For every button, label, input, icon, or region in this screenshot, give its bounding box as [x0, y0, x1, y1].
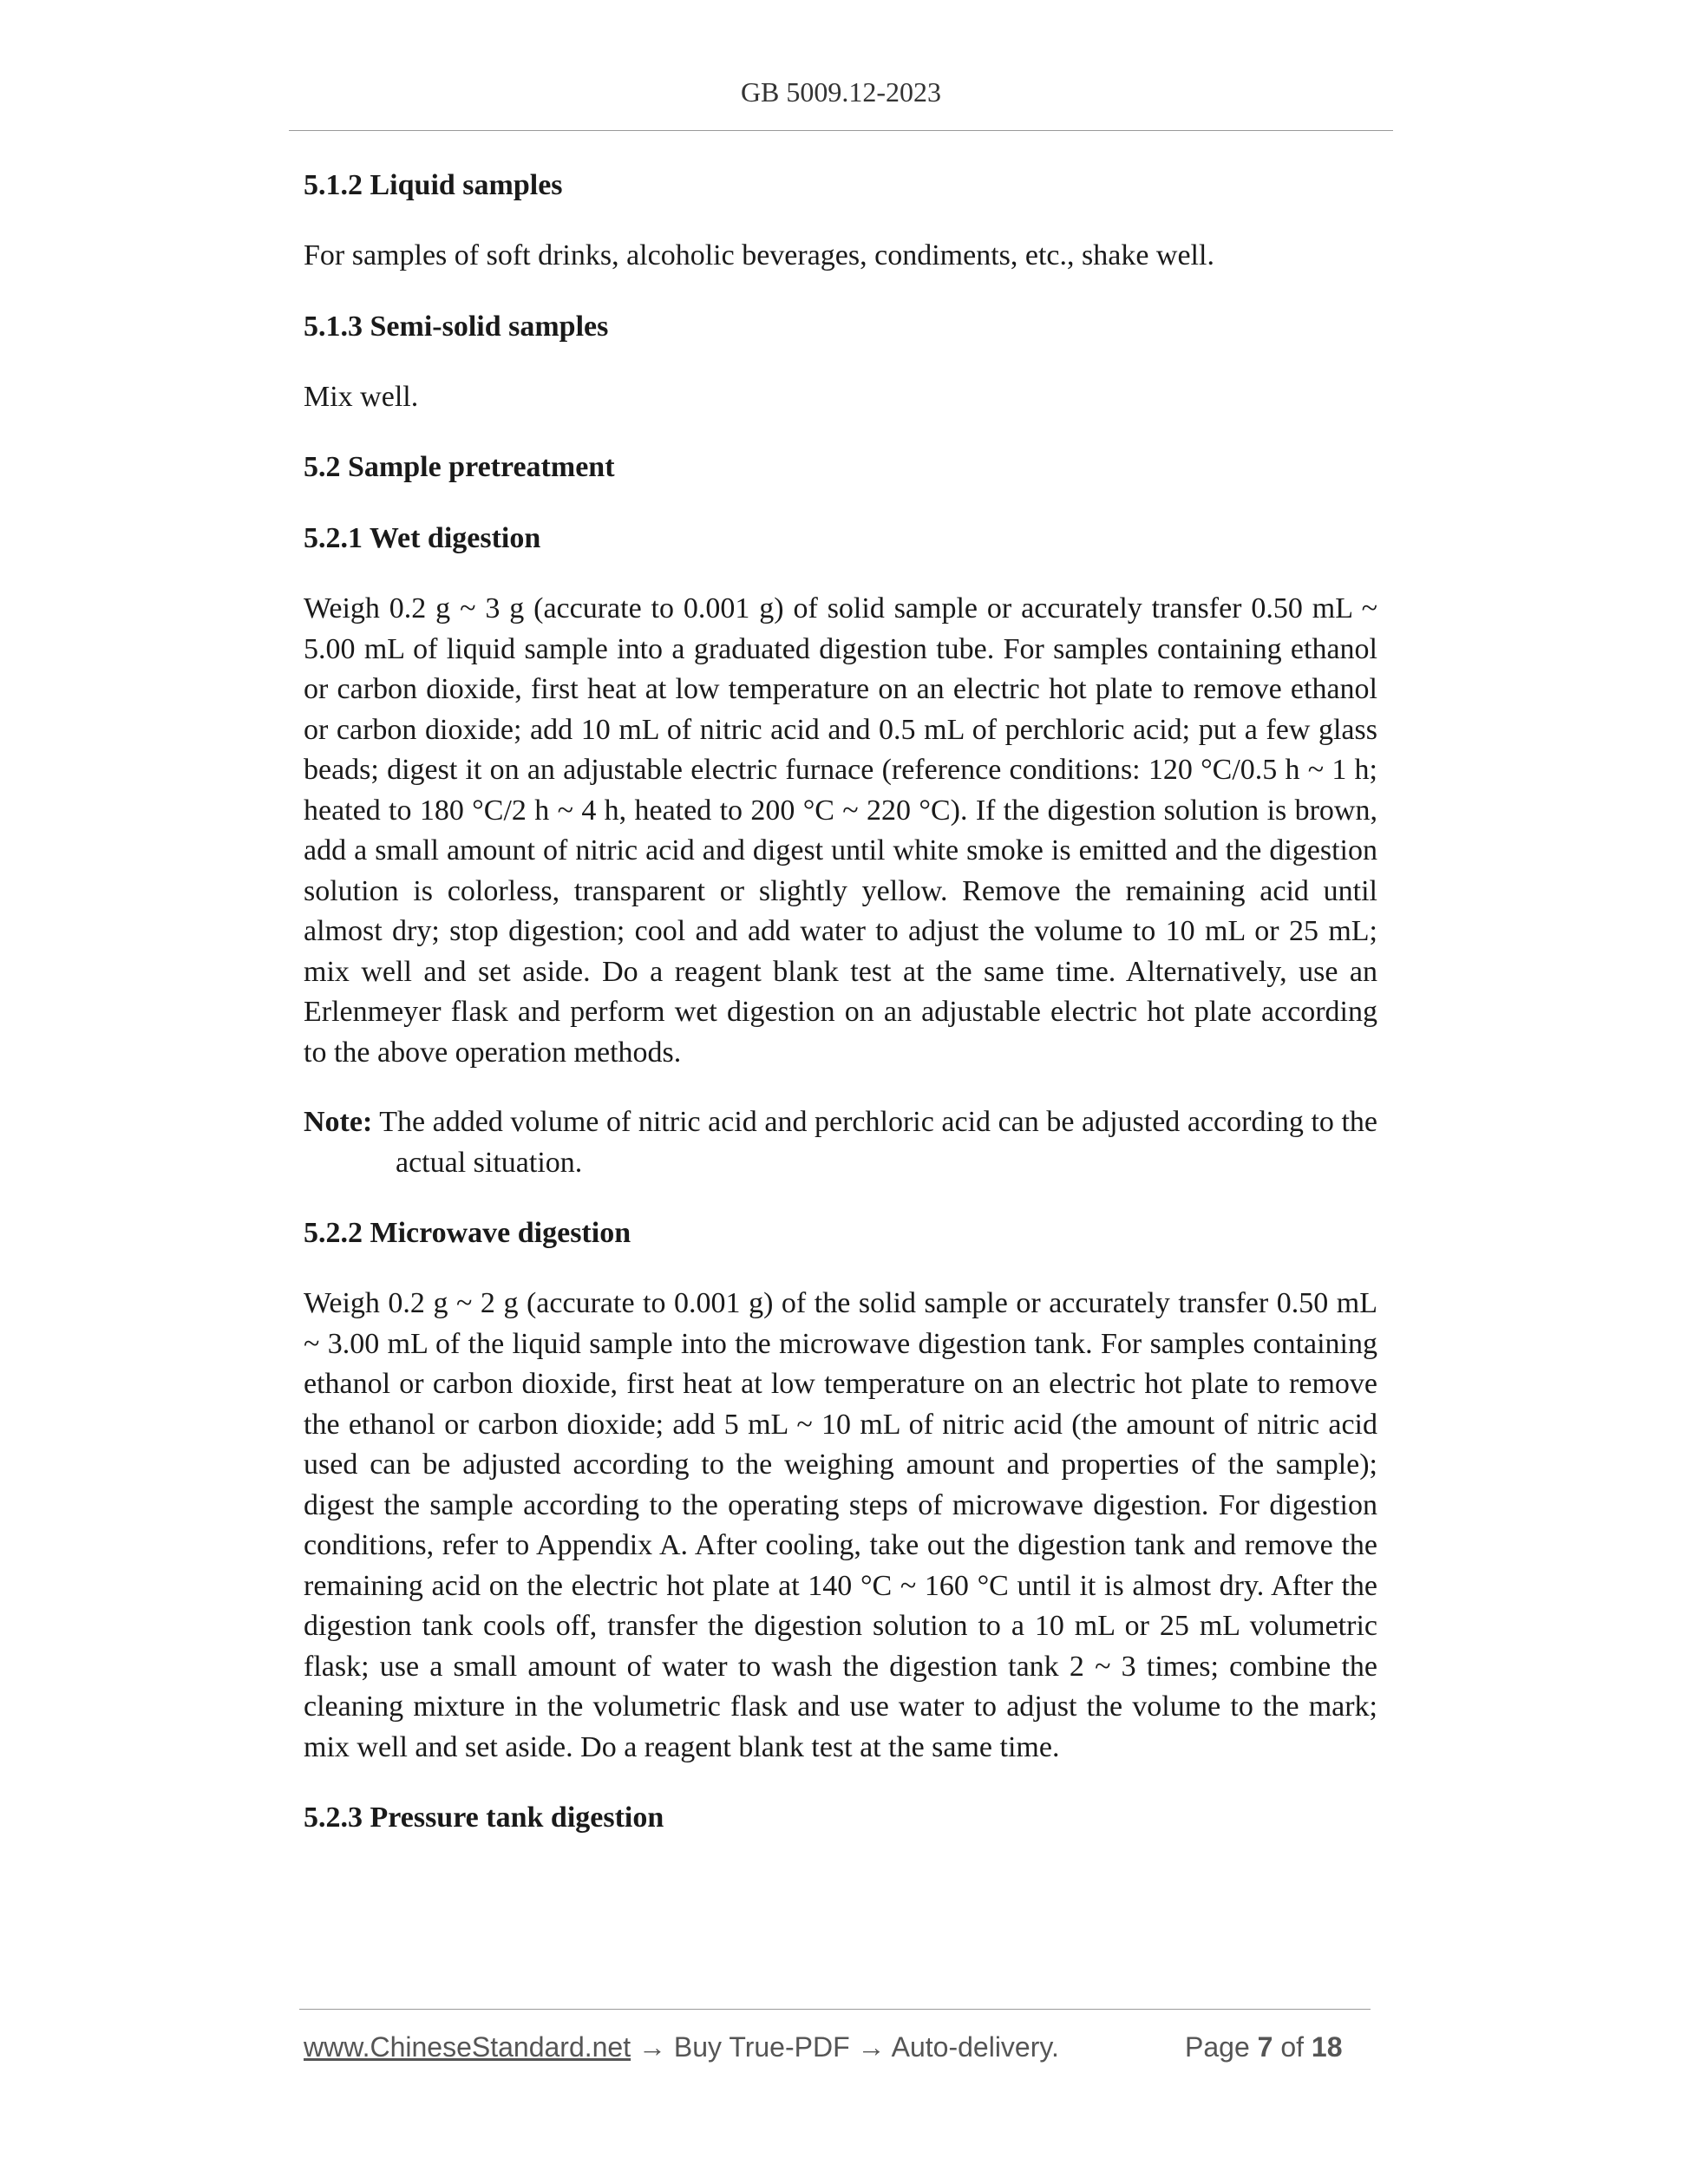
document-header: GB 5009.12-2023: [740, 76, 942, 108]
page-label: Page: [1185, 2031, 1250, 2063]
page-total: 18: [1311, 2031, 1343, 2063]
arrow-right-icon: →: [638, 2031, 666, 2063]
note-label: Note:: [304, 1106, 373, 1138]
section-heading-5-1-2: 5.1.2 Liquid samples: [304, 169, 563, 201]
section-heading-5-2: 5.2 Sample pretreatment: [304, 451, 615, 483]
page-content: [304, 165, 1377, 1868]
note-5-2-1: [304, 1102, 1377, 1183]
section-text-5-1-3: Mix well.: [304, 380, 419, 413]
section-heading-5-2-1: 5.2.1 Wet digestion: [304, 522, 541, 554]
buy-true-pdf-text: Buy True-PDF: [673, 2031, 850, 2063]
section-text-5-2-1: Weigh 0.2 g ~ 3 g (accurate to 0.001 g) of solid sample or accurately transfer 0.50 mL ~ 5.00 mL of liquid sample into a graduated digestion tube. For samples containing ethanol or carbon dioxide, first heat at low temperature on an electric hot plate to remove ethanol or carbon dioxide; add 10 mL of nitric acid and 0.5 mL of perchloric acid; put a few glass beads; digest it on an adjustable electric furnace (reference conditions: 120 °C/0.5 h ~ 1 h; heated to 180 °C/2 h ~ 4 h, heated to 200 °C ~ 220 °C). If the digestion solution is brown, add a small amount of nitric acid and digest until white smoke is emitted and the digestion solution is colorless, transparent or slightly yellow. Remove the remaining acid until almost dry; stop digestion; cool and add water to adjust the volume to 10 mL or 25 mL; mix well and set aside. Do a reagent blank test at the same time. Alternatively, use an Erlenmeyer flask and perform wet digestion on an adjustable electric hot plate according to the above operation methods.: [304, 592, 1377, 1069]
of-label: of: [1280, 2031, 1304, 2063]
page-number: [1185, 2031, 1342, 2063]
section-heading-5-1-3: 5.1.3 Semi-solid samples: [304, 310, 609, 343]
section-heading-5-2-3: 5.2.3 Pressure tank digestion: [304, 1801, 664, 1834]
section-text-5-1-2: For samples of soft drinks, alcoholic beverages, condiments, etc., shake well.: [304, 239, 1214, 271]
arrow-right-icon: →: [857, 2031, 886, 2063]
website-link[interactable]: www.ChineseStandard.net: [304, 2031, 631, 2063]
footer-divider: [299, 2009, 1371, 2010]
section-text-5-2-2: Weigh 0.2 g ~ 2 g (accurate to 0.001 g) of the solid sample or accurately transfer 0.50 mL ~ 3.00 mL of the liquid sample into the microwave digestion tank. For samples containing ethanol or carbon dioxide, first heat at low temperature on an electric hot plate to remove the ethanol or carbon dioxide; add 5 mL ~ 10 mL of nitric acid (the amount of nitric acid used can be adjusted according to the weighing amount and properties of the sample); digest the sample according to the operating steps of microwave digestion. For digestion conditions, refer to Appendix A. After cooling, take out the digestion tank and remove the remaining acid on the electric hot plate at 140 °C ~ 160 °C until it is almost dry. After the digestion tank cools off, transfer the digestion solution to a 10 mL or 25 mL volumetric flask; use a small amount of water to wash the digestion tank 2 ~ 3 times; combine the cleaning mixture in the volumetric flask and use water to adjust the volume to the mark; mix well and set aside. Do a reagent blank test at the same time.: [304, 1287, 1377, 1763]
page-current: 7: [1257, 2031, 1273, 2063]
section-heading-5-2-2: 5.2.2 Microwave digestion: [304, 1217, 631, 1249]
header-divider: [289, 130, 1393, 131]
footer-promo: [304, 2031, 1059, 2063]
auto-delivery-text: Auto-delivery.: [891, 2031, 1059, 2063]
note-text: The added volume of nitric acid and perchloric acid can be adjusted according to the actual situation.: [379, 1106, 1377, 1179]
